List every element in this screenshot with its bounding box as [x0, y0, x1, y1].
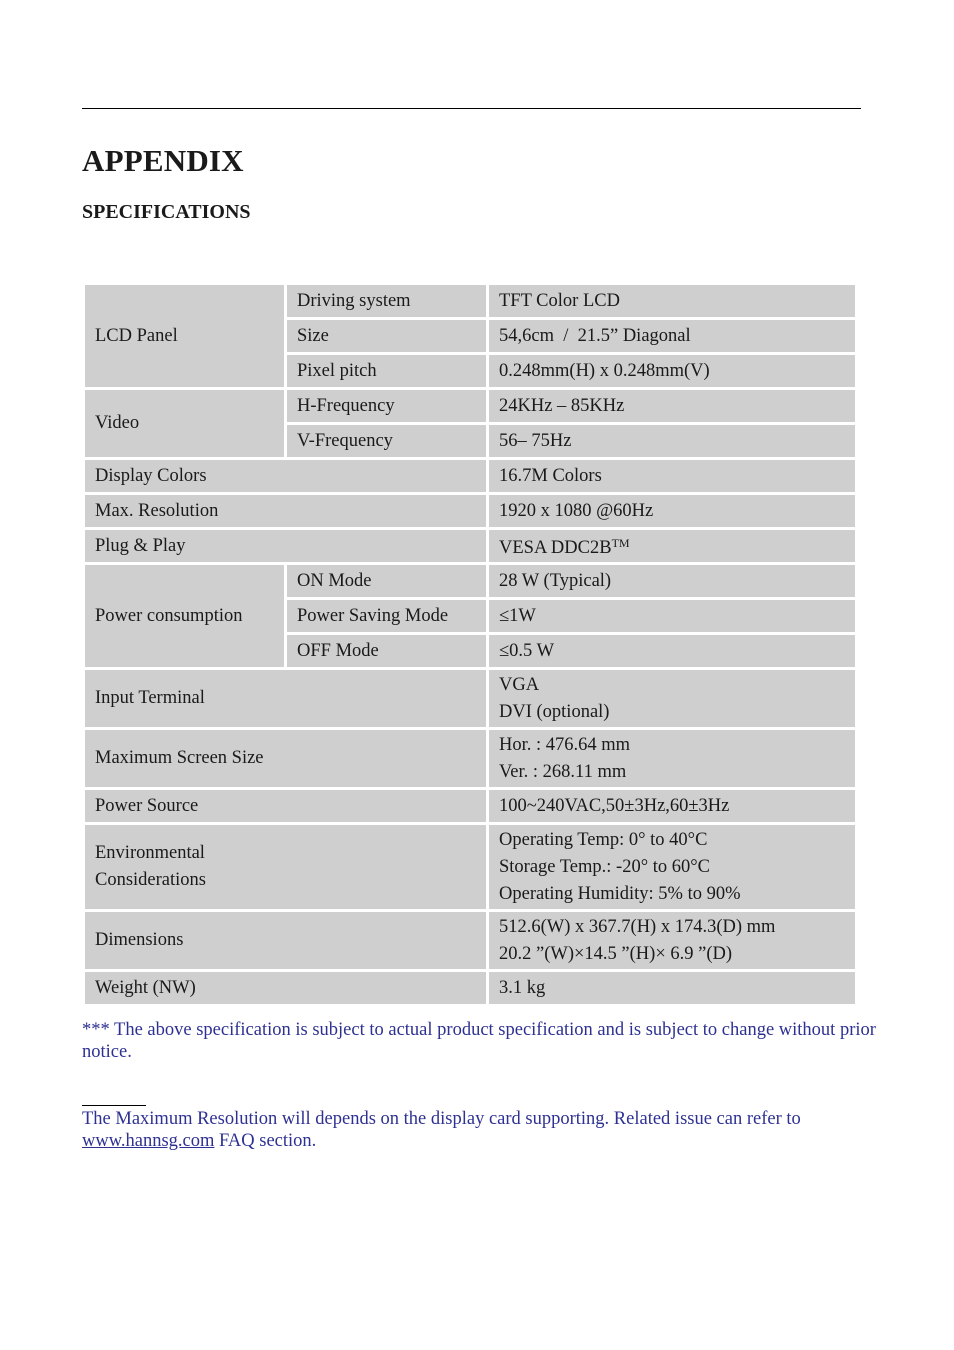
table-row: [85, 565, 855, 597]
spec-value-line: Operating Humidity: 5% to 90%: [499, 883, 741, 904]
spec-value: 100~240VAC,50±3Hz,60±3Hz: [489, 790, 855, 822]
spec-category: Dimensions: [85, 912, 486, 969]
spec-category: LCD Panel: [85, 285, 284, 387]
spec-value: ≤1W: [489, 600, 855, 632]
spec-value-line: VGA: [499, 674, 540, 695]
footnote: [82, 1108, 862, 1152]
spec-value-line: Ver. : 268.11 mm: [499, 761, 627, 782]
spec-value: [489, 730, 855, 787]
spec-label: Power Saving Mode: [287, 600, 486, 632]
section-title: SPECIFICATIONS: [82, 201, 251, 223]
table-row: [85, 972, 855, 1004]
spec-value: 54,6cm / 21.5” Diagonal: [489, 320, 855, 352]
footnote-rule: [82, 1105, 146, 1106]
header-rule: [82, 108, 861, 109]
disclaimer-note: *** The above specification is subject to actual product specification and is subject to change without prior notice.: [82, 1020, 876, 1062]
spec-label: Driving system: [287, 285, 486, 317]
table-row: [85, 730, 855, 787]
spec-value: 28 W (Typical): [489, 565, 855, 597]
spec-category: Power Source: [85, 790, 486, 822]
table-row: [85, 495, 855, 527]
table-row: [85, 825, 855, 909]
spec-value: 3.1 kg: [489, 972, 855, 1004]
spec-value: 1920 x 1080 @60Hz: [489, 495, 855, 527]
spec-value: [489, 670, 855, 727]
spec-value: 56– 75Hz: [489, 425, 855, 457]
spec-label: V-Frequency: [287, 425, 486, 457]
table-row: [85, 285, 855, 317]
spec-category: Weight (NW): [85, 972, 486, 1004]
spec-category: Input Terminal: [85, 670, 486, 727]
page-title: APPENDIX: [82, 143, 244, 178]
spec-value-line: Hor. : 476.64 mm: [499, 734, 631, 755]
spec-category: [85, 825, 486, 909]
spec-category: Max. Resolution: [85, 495, 486, 527]
hannsg-link[interactable]: www.hannsg.com: [82, 1131, 215, 1151]
spec-category: Power consumption: [85, 565, 284, 667]
table-row: [85, 530, 855, 562]
specifications-table: [82, 282, 858, 1007]
spec-value-line: DVI (optional): [499, 701, 610, 722]
table-row: [85, 390, 855, 422]
table-row: [85, 460, 855, 492]
spec-value: [489, 825, 855, 909]
spec-category: Video: [85, 390, 284, 457]
spec-value: 24KHz – 85KHz: [489, 390, 855, 422]
spec-value: 16.7M Colors: [489, 460, 855, 492]
spec-value: 0.248mm(H) x 0.248mm(V): [489, 355, 855, 387]
spec-value: [489, 912, 855, 969]
spec-value: ≤0.5 W: [489, 635, 855, 667]
trademark-mark: TM: [611, 536, 630, 550]
spec-label: H-Frequency: [287, 390, 486, 422]
spec-category: Plug & Play: [85, 530, 486, 562]
spec-label: Pixel pitch: [287, 355, 486, 387]
spec-label: OFF Mode: [287, 635, 486, 667]
spec-label: Size: [287, 320, 486, 352]
spec-category-line: Considerations: [95, 870, 206, 890]
table-row: [85, 790, 855, 822]
spec-value: [489, 530, 855, 562]
spec-value: TFT Color LCD: [489, 285, 855, 317]
plug-value-text: VESA DDC2B: [499, 538, 612, 558]
spec-value-line: Operating Temp: 0° to 40°C: [499, 829, 708, 850]
spec-category-line: Environmental: [95, 843, 205, 863]
footnote-text: The Maximum Resolution will depends on the display card supporting. Related issue can refer to: [82, 1109, 801, 1129]
spec-label: ON Mode: [287, 565, 486, 597]
table-row: [85, 670, 855, 727]
spec-value-line: Storage Temp.: -20° to 60°C: [499, 856, 710, 877]
spec-category: Display Colors: [85, 460, 486, 492]
spec-value-line: 20.2 ”(W)×14.5 ”(H)× 6.9 ”(D): [499, 943, 733, 964]
spec-category: Maximum Screen Size: [85, 730, 486, 787]
footnote-tail: FAQ section.: [214, 1131, 317, 1151]
table-row: [85, 912, 855, 969]
spec-value-line: 512.6(W) x 367.7(H) x 174.3(D) mm: [499, 916, 776, 937]
